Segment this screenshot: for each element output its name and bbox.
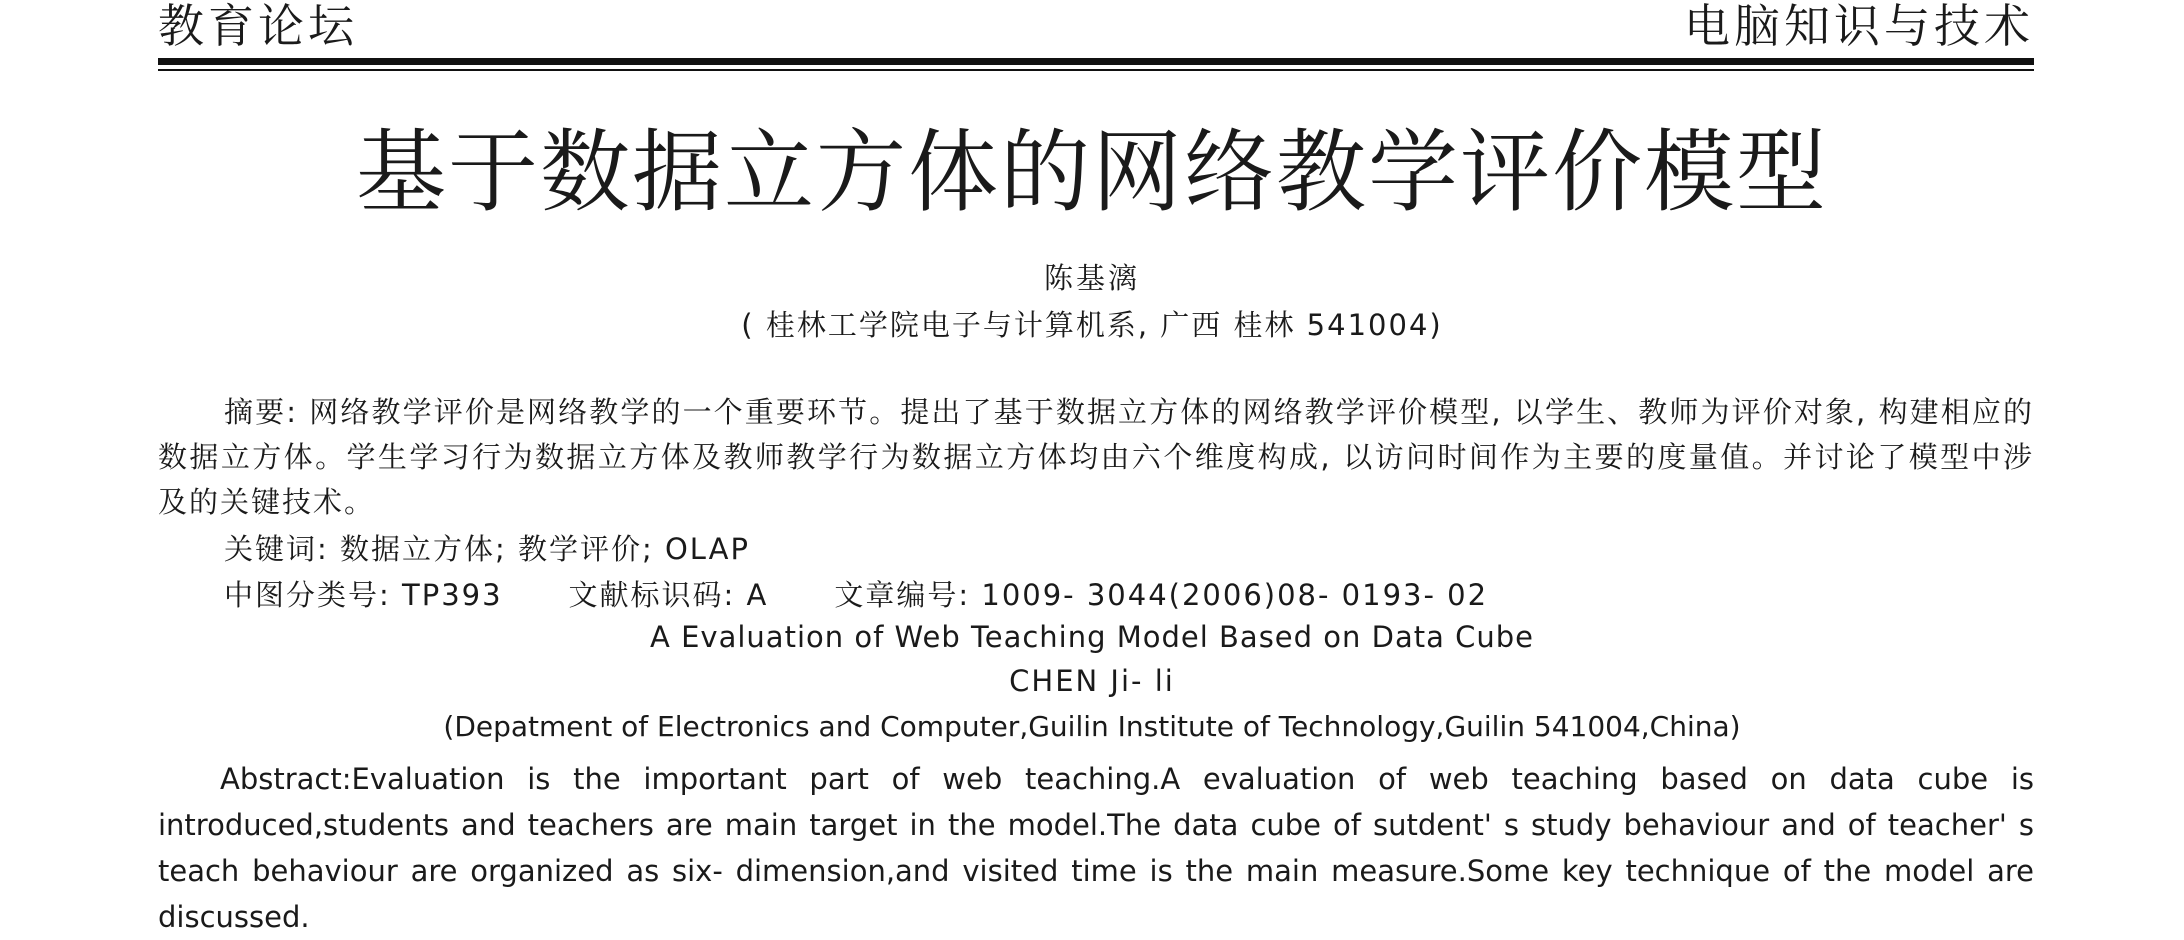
abstract-english: Abstract:Evaluation is the important part of web teaching.A evaluation of web teaching based on data cube is introduced,students and teachers are main target in the model.The data cube of sutdent' s study behaviour and of teacher' s teach behaviour are organized as six- dimension,and visited time is the main measure.Some key technique of the model are discussed. — [158, 762, 2034, 934]
english-author: CHEN Ji- li — [1009, 664, 1175, 698]
author-name: 陈基漓 — [1043, 261, 1140, 295]
journal-name: 电脑知识与技术 — [1684, 0, 2034, 53]
clc-number: 中图分类号: TP393 — [224, 578, 503, 612]
document-code: 文献标识码: A — [568, 578, 769, 612]
header-rule-thick — [158, 58, 2034, 65]
keywords: 关键词: 数据立方体; 教学评价; OLAP — [224, 532, 750, 566]
journal-section-label: 教育论坛 — [158, 0, 358, 53]
article-number: 文章编号: 1009- 3044(2006)08- 0193- 02 — [834, 578, 1489, 612]
paper-title: 基于数据立方体的网络教学评价模型 — [356, 120, 1828, 225]
header-rule-thin — [158, 69, 2034, 71]
abstract-chinese: 摘要: 网络教学评价是网络教学的一个重要环节。提出了基于数据立方体的网络教学评价模型, 以学生、教师为评价对象, 构建相应的数据立方体。学生学习行为数据立方体及教师教学行为数据立方体均由六个维度构成, 以访问时间作为主要的度量值。并讨论了模型中涉及的关键技术。 — [158, 395, 2034, 519]
author-affiliation: ( 桂林工学院电子与计算机系, 广西 桂林 541004) — [741, 308, 1443, 342]
english-title: A Evaluation of Web Teaching Model Based on Data Cube — [650, 620, 1534, 654]
english-affiliation: (Depatment of Electronics and Computer,Guilin Institute of Technology,Guilin 541004,China) — [443, 710, 1741, 743]
classification-line — [224, 573, 1488, 614]
